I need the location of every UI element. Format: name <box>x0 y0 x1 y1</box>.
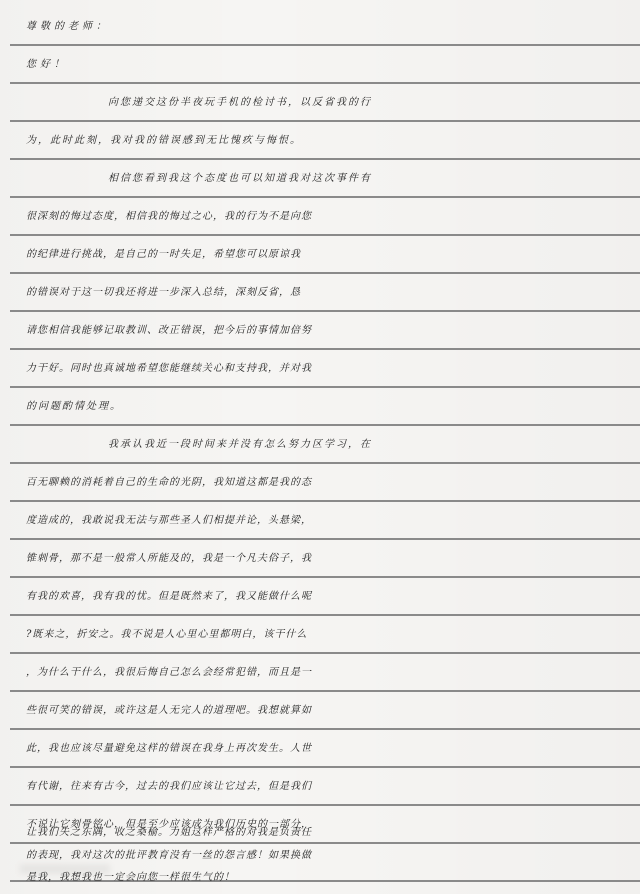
salutation: 尊敬的老师： <box>26 21 110 32</box>
letter-line: 有我的欢喜，我有我的忧。但是既然来了，我又能做什么呢 <box>26 591 312 602</box>
letter-line: 很深刻的悔过态度，相信我的悔过之心，我的行为不是向您 <box>26 211 312 222</box>
letter-line: 是我，我想我也一定会向您一样很生气的！ <box>26 872 235 883</box>
letter-line: 向您递交这份半夜玩手机的检讨书，以反省我的行 <box>108 97 372 108</box>
letter-line: 的纪律进行挑战，是自己的一时失足，希望您可以原谅我 <box>26 249 301 260</box>
letter-line: 些很可笑的错误，或许这是人无完人的道理吧。我想就算如 <box>26 705 312 716</box>
letter-line: 不说让它刻骨铭心，但是至少应该成为我们历史的一部分， <box>26 819 312 830</box>
greeting: 您好！ <box>26 59 68 70</box>
letter-line: ?既来之，折安之。我不说是人心里心里都明白，该干什么 <box>26 629 308 640</box>
letter-line: 锥刺骨，那不是一般常人所能及的，我是一个凡夫俗子，我 <box>26 553 312 564</box>
letter-line: ，为什么干什么，我很后悔自己怎么会经常犯错，而且是一 <box>26 667 312 678</box>
letter-line: 有代谢，往来有古今，过去的我们应该让它过去，但是我们 <box>26 781 312 792</box>
letter-line: 百无聊赖的消耗着自己的生命的光阴，我知道这都是我的态 <box>26 477 312 488</box>
letter-line: 的表现，我对这次的批评教育没有一丝的怨言感！如果换做 <box>26 850 312 861</box>
letter-line: 的错误对于这一切我还将进一步深入总结，深刻反省，恳 <box>26 287 301 298</box>
letter-line: 力干好。同时也真诚地希望您能继续关心和支持我，并对我 <box>26 363 312 374</box>
letter-line: 让我们失之东隅，收之桑榆。力姐这样严格的对我是负责任 <box>26 827 312 838</box>
letter-line: 此，我也应该尽量避免这样的错误在我身上再次发生。人世 <box>26 743 312 754</box>
letter-line: 的问题酌情处理。 <box>26 401 122 412</box>
letter-line: 请您相信我能够记取教训、改正错误，把今后的事情加倍努 <box>26 325 312 336</box>
letter-line: 相信您看到我这个态度也可以知道我对这次事件有 <box>108 173 372 184</box>
letter-line: 为，此时此刻，我对我的错误感到无比愧疚与悔恨。 <box>26 135 302 146</box>
letter-line: 度造成的，我敢说我无法与那些圣人们相提并论，头悬梁， <box>26 515 312 526</box>
letter-line: 我承认我近一段时间来并没有怎么努力区学习，在 <box>108 439 372 450</box>
